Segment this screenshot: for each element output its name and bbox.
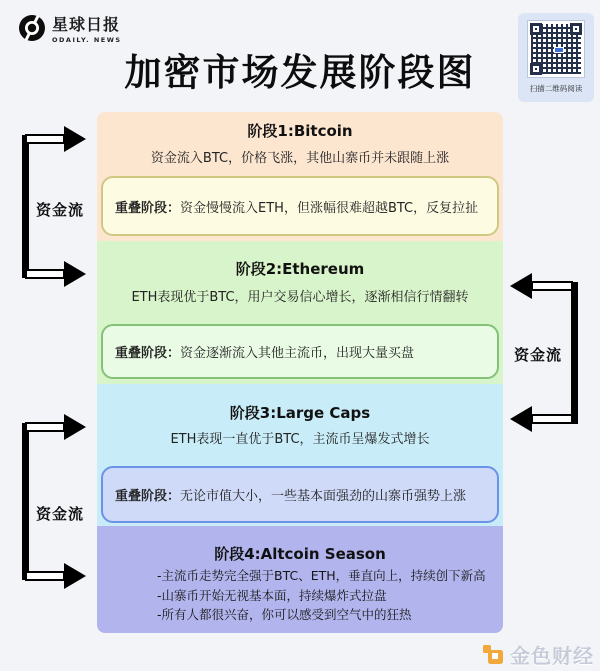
overlap-box-3	[101, 466, 499, 523]
jinse-logo-icon	[483, 644, 505, 666]
stage-4-bullets	[157, 566, 497, 625]
stage-4-bullet: -主流币走势完全强于BTC、ETH，垂直向上，持续创下新高	[157, 568, 486, 583]
page-title: 加密市场发展阶段图	[124, 51, 476, 94]
stage-3-desc: ETH表现一直优于BTC，主流币呈爆发式增长	[170, 432, 430, 447]
logo-name: 星球日报	[52, 15, 121, 34]
qr-logo-dot	[554, 47, 564, 53]
odaily-planet-icon	[18, 14, 46, 42]
capital-flow-label-3: 资金流	[36, 505, 85, 523]
jinse-watermark-text: 金色财经	[510, 644, 594, 668]
stage-2-desc: ETH表现优于BTC，用户交易信心增长，逐渐相信行情翻转	[131, 290, 469, 305]
overlap-box-2	[101, 324, 499, 379]
overlap-2-label: 重叠阶段：	[115, 346, 181, 361]
stage-2-band	[97, 241, 503, 384]
jinse-watermark	[483, 640, 594, 669]
stage-4-title: 阶段4:Altcoin Season	[214, 545, 386, 563]
qr-code	[528, 21, 584, 77]
overlap-1-text: 资金慢慢流入ETH，但涨幅很难超越BTC，反复拉扯	[180, 200, 479, 216]
overlap-2-text: 资金逐渐流入其他主流币，出现大量买盘	[180, 346, 415, 361]
qr-finder-icon	[530, 63, 542, 75]
stage-4-bullet: -所有人都很兴奋，你可以感受到空气中的狂热	[157, 607, 412, 622]
qr-finder-icon	[530, 23, 542, 35]
stage-3-band	[97, 384, 503, 526]
stage-column	[97, 112, 503, 633]
stage-1-title: 阶段1:Bitcoin	[247, 122, 353, 140]
overlap-1-label: 重叠阶段：	[115, 200, 181, 216]
logo-subtitle: ODAILY. NEWS	[52, 36, 122, 44]
qr-finder-icon	[570, 23, 582, 35]
stage-3-title: 阶段3:Large Caps	[229, 404, 371, 422]
odaily-logo	[18, 12, 122, 44]
stage-4-bullet: -山寨币开始无视基本面，持续爆炸式拉盘	[157, 587, 387, 603]
capital-flow-label-2: 资金流	[514, 346, 563, 364]
capital-flow-label-1: 资金流	[36, 201, 85, 219]
stage-1-band	[97, 112, 503, 241]
overlap-box-1	[101, 176, 499, 236]
qr-caption: 扫描二维码阅读	[529, 84, 583, 93]
stage-2-title: 阶段2:Ethereum	[235, 260, 365, 278]
stage-1-desc: 资金流入BTC，价格飞涨，其他山寨币并未跟随上涨	[150, 151, 450, 166]
overlap-3-label: 重叠阶段：	[115, 489, 181, 504]
overlap-3-text: 无论市值大小，一些基本面强劲的山寨币强势上涨	[180, 489, 467, 504]
capital-flow-arrow-left-bottom	[6, 408, 92, 592]
stage-4-band	[97, 526, 503, 633]
qr-panel	[518, 13, 594, 102]
